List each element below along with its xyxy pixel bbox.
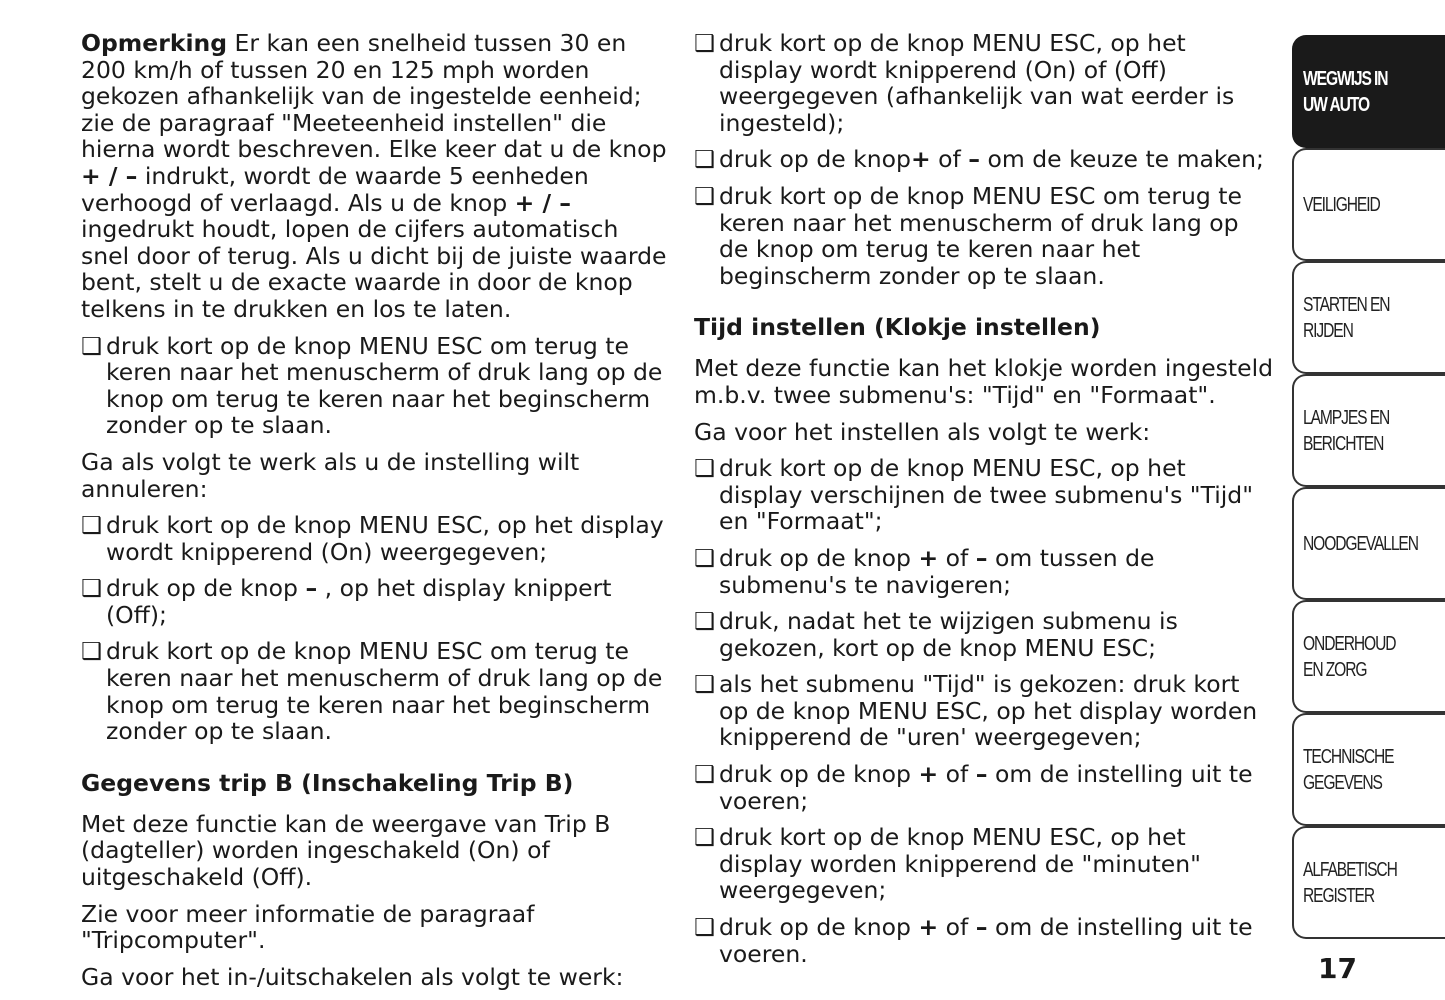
list-item-text: druk kort op de knop MENU ESC, op het display wordt knipperend (On) of (Off) weergegeven (afhankelijk van wat eerder is ingesteld); [719, 29, 1235, 137]
list-item-text: druk, nadat het te wijzigen submenu is gekozen, kort op de knop MENU ESC; [719, 607, 1178, 662]
list-item-text: druk kort op de knop MENU ESC om terug te keren naar het menuscherm of druk lang op de knop om terug te keren naar het beginscherm zonder op te slaan. [106, 331, 663, 440]
key-minus: – [975, 913, 988, 942]
key-plus: + [910, 145, 931, 174]
key-plus-minus: + / – [514, 188, 572, 217]
section-heading-time: Tijd instellen (Klokje instellen) [694, 313, 1101, 342]
cancel-intro: Ga als volgt te werk als u de instelling wilt annuleren: [81, 447, 580, 503]
list-item [81, 333, 671, 439]
key-minus: – [305, 574, 318, 603]
checkbox-icon: ❑ [694, 823, 716, 852]
list-item-text: om de instelling uit te voeren. [719, 913, 1253, 968]
list-item-text: druk op de knop [719, 145, 911, 174]
left-column [81, 30, 671, 1000]
key-plus: + [918, 913, 939, 942]
tab-onderhoud-en-zorg[interactable] [1292, 600, 1445, 713]
key-minus: – [968, 145, 981, 174]
list-item [694, 671, 1274, 751]
list-item [81, 512, 671, 565]
tab-veiligheid[interactable] [1292, 148, 1445, 261]
key-plus: + [918, 760, 939, 789]
checkbox-icon: ❑ [694, 29, 716, 57]
list-item-text: druk op de knop [106, 574, 306, 603]
checkbox-icon: ❑ [694, 454, 716, 483]
list-item [81, 638, 671, 744]
tab-label: VEILIGHEID [1303, 193, 1380, 216]
checkbox-icon: ❑ [694, 670, 716, 699]
list-item-text: of [938, 543, 976, 572]
time-paragraph: Met deze functie kan het klokje worden ingesteld m.b.v. twee submenu's: "Tijd" en "Formaat". [694, 354, 1274, 409]
tab-label: NOODGEVALLEN [1303, 532, 1418, 555]
trip-paragraph: Met deze functie kan de weergave van Trip B (dagteller) worden ingeschakeld (On) of uitgeschakeld (Off). [81, 809, 611, 892]
list-item-text: of [938, 760, 976, 789]
list-item [694, 761, 1274, 814]
key-minus: – [975, 760, 988, 789]
tab-lampjes-en-berichten[interactable] [1292, 374, 1445, 487]
page-number: 17 [1318, 952, 1357, 985]
list-item-text: druk kort op de knop MENU ESC om terug te keren naar het menuscherm of druk lang op de knop om terug te keren naar het beginscherm zonder op te slaan. [106, 637, 663, 746]
key-plus-minus: + / – [81, 161, 138, 190]
chapter-tabs [1292, 35, 1445, 939]
checkbox-icon: ❑ [694, 181, 716, 210]
list-item-text: druk op de knop [719, 913, 919, 942]
list-item-text: druk kort op de knop MENU ESC om terug te keren naar het menuscherm of druk lang op de knop om terug te keren naar het beginscherm zonder op te slaan. [719, 181, 1242, 290]
list-item-text: om de instelling uit te voeren; [719, 760, 1253, 815]
list-item [694, 183, 1274, 289]
checkbox-icon: ❑ [81, 511, 103, 540]
list-item-text: druk op de knop [719, 760, 919, 789]
tab-label: LAMPJES EN BERICHTEN [1303, 406, 1390, 455]
tab-noodgevallen[interactable] [1292, 487, 1445, 600]
list-item [694, 608, 1274, 661]
list-item-text: of [930, 145, 969, 174]
time-paragraph: Ga voor het instellen als volgt te werk: [694, 417, 1151, 446]
list-item-text: om tussen de submenu's te navigeren; [719, 543, 1155, 599]
tab-wegwijs-in-uw-auto[interactable] [1292, 35, 1445, 148]
tab-alfabetisch-register[interactable] [1292, 826, 1445, 939]
tab-label: TECHNISCHE GEGEVENS [1303, 745, 1394, 794]
note-label: Opmerking [81, 29, 228, 57]
tab-label: ONDERHOUD EN ZORG [1303, 632, 1396, 681]
list-item-text: druk kort op de knop MENU ESC, op het display wordt knipperend (On) weergegeven; [106, 511, 664, 566]
checkbox-icon: ❑ [81, 574, 103, 603]
checkbox-icon: ❑ [81, 331, 103, 360]
list-item [694, 455, 1274, 535]
list-item-text: druk op de knop [719, 543, 919, 572]
list-item-text: , op het display knippert (Off); [106, 574, 612, 629]
list-item [694, 824, 1274, 904]
tab-starten-en-rijden[interactable] [1292, 261, 1445, 374]
tab-technische-gegevens[interactable] [1292, 713, 1445, 826]
list-item [694, 545, 1274, 598]
tab-label: STARTEN EN RIJDEN [1303, 293, 1390, 342]
list-item [694, 146, 1274, 173]
checkbox-icon: ❑ [694, 913, 716, 942]
list-item-text: druk kort op de knop MENU ESC, op het display verschijnen de twee submenu's "Tijd" en "Formaat"; [719, 454, 1254, 536]
note-text-1: Er kan een snelheid tussen 30 en 200 km/h of tussen 20 en 125 mph worden gekozen afhankelijk van de ingestelde eenheid; zie de paragraaf "Meeteenheid instellen" die hierna wordt beschreven. Elke keer dat u de knop [81, 29, 667, 164]
key-plus: + [918, 543, 939, 572]
list-item-text: als het submenu "Tijd" is gekozen: druk kort op de knop MENU ESC, op het display worden knipperend de "uren' weergegeven; [719, 670, 1258, 752]
checkbox-icon: ❑ [694, 145, 716, 174]
list-item [81, 575, 671, 628]
tab-label: ALFABETISCH REGISTER [1303, 858, 1397, 907]
list-item-text: of [938, 913, 976, 942]
list-item [694, 30, 1274, 136]
key-minus: – [975, 543, 988, 572]
middle-column [694, 30, 1274, 977]
note-paragraph [81, 30, 671, 323]
section-heading-trip: Gegevens trip B (Inschakeling Trip B) [81, 768, 574, 797]
note-text-3: ingedrukt houdt, lopen de cijfers automatisch snel door of terug. Als u dicht bij de juiste waarde bent, stelt u de exacte waarde in door de knop telkens in te drukken en los te laten. [81, 215, 667, 323]
tab-label: WEGWIJS IN UW AUTO [1303, 67, 1388, 116]
list-item [694, 914, 1274, 967]
checkbox-icon: ❑ [81, 637, 103, 666]
checkbox-icon: ❑ [694, 760, 716, 789]
trip-paragraph: Zie voor meer informatie de paragraaf "Tripcomputer". [81, 899, 535, 955]
checkbox-icon: ❑ [694, 543, 716, 572]
checkbox-icon: ❑ [694, 607, 716, 636]
trip-paragraph: Ga voor het in-/uitschakelen als volgt te werk: [81, 962, 624, 991]
list-item-text: om de keuze te maken; [980, 145, 1264, 174]
note-text-2: indrukt, wordt de waarde 5 eenheden verhoogd of verlaagd. Als u de knop [81, 161, 589, 217]
list-item-text: druk kort op de knop MENU ESC, op het display worden knipperend de "minuten" weergegeven; [719, 823, 1201, 905]
